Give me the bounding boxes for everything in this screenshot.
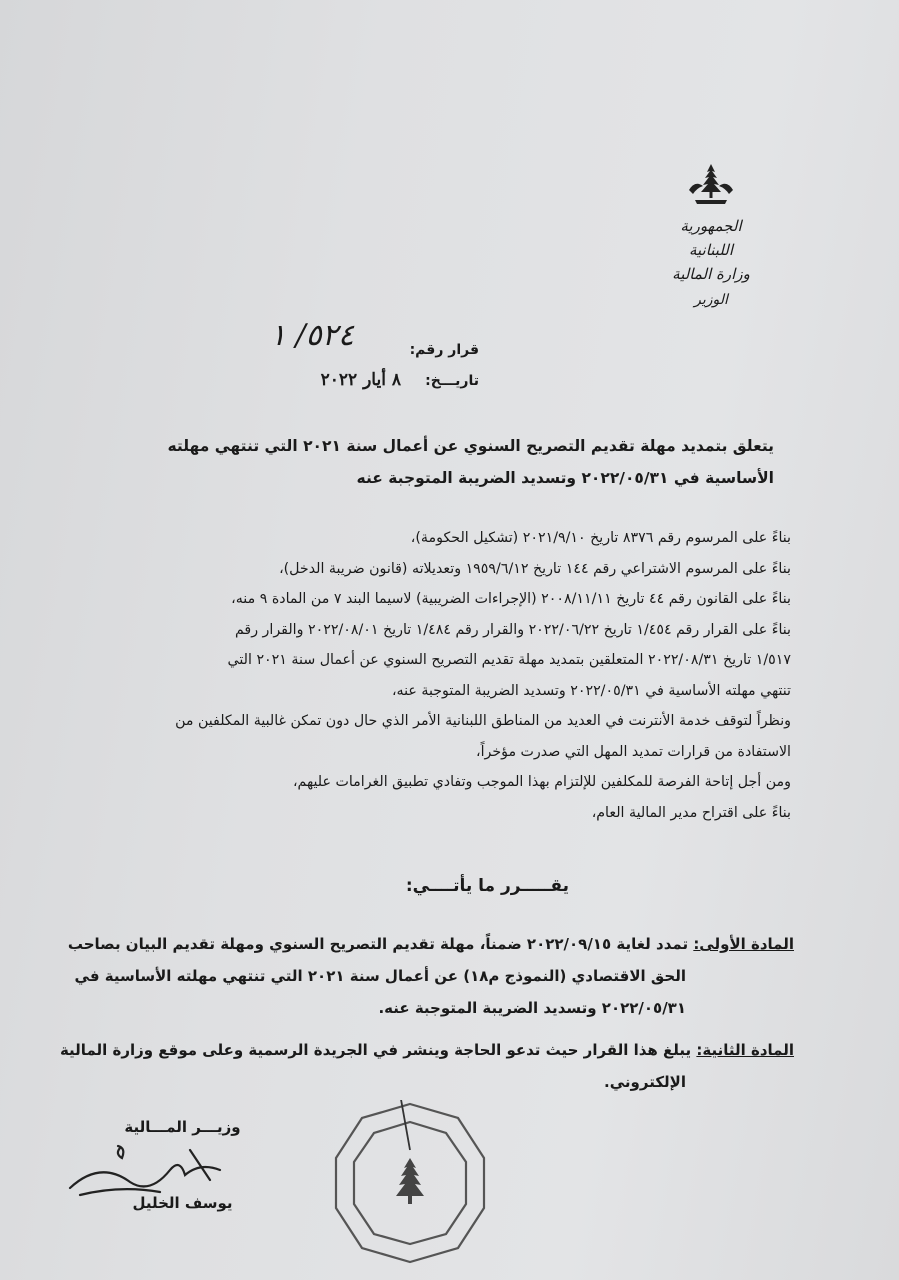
handwritten-signature-icon bbox=[60, 1140, 240, 1210]
preamble-line: بناءً على القانون رقم ٤٤ تاريخ ٢٠٠٨/١١/١١ (الإجراءات الضريبية) لاسيما البند ٧ من المادة ٩ منه، bbox=[231, 591, 791, 607]
article-2 bbox=[59, 1034, 794, 1098]
preamble-line: تنتهي مهلته الأساسية في ٢٠٢٢/٠٥/٣١ وتسديد الضريبة المتوجبة عنه، bbox=[391, 682, 791, 699]
preamble-line: بناءً على المرسوم الاشتراعي رقم ١٤٤ تاريخ ١٩٥٩/٦/١٢ وتعديلاته (قانون ضريبة الدخل)، bbox=[279, 560, 791, 577]
decision-date-label: تاريـــخ: bbox=[425, 373, 479, 389]
article-1 bbox=[67, 928, 794, 1024]
decision-subject: يتعلق بتمديد مهلة تقديم التصريح السنوي عن أعمال سنة ٢٠٢١ التي تنتهي مهلته الأساسية في ٢٠٢٢/٠٥/٣١ وتسديد الضريبة المتوجبة عنه bbox=[167, 437, 774, 487]
article-2-title: المادة الثانية: bbox=[696, 1041, 794, 1059]
article-1-line: الحق الاقتصادي (النموذج م١٨) عن أعمال سنة ٢٠٢١ التي تنتهي مهلته الأساسية في bbox=[74, 967, 686, 985]
article-2-text: يبلغ هذا القرار حيث تدعو الحاجة وينشر في الجريدة الرسمية وعلى موقع وزارة المالية bbox=[59, 1041, 697, 1059]
decrees-heading: يقـــــرر ما يأتــــي: bbox=[405, 876, 569, 896]
letterhead-republic: الجمهورية اللبنانية bbox=[680, 217, 742, 259]
article-2-line: الإلكتروني. bbox=[604, 1073, 686, 1091]
letterhead-minister: الوزير bbox=[694, 292, 728, 308]
article-1-text: تمدد لغاية ٢٠٢٢/٠٩/١٥ ضمناً، مهلة تقديم التصريح السنوي ومهلة تقديم البيان بصاحب bbox=[67, 935, 694, 953]
preamble bbox=[105, 523, 791, 828]
signature-title: وزيـــر المـــالية bbox=[124, 1118, 241, 1136]
decision-date-value: ٨ أيار ٢٠٢٢ bbox=[320, 370, 401, 390]
decision-number-label: قرار رقم: bbox=[409, 342, 479, 358]
letterhead bbox=[663, 160, 759, 312]
article-1-title: المادة الأولى: bbox=[693, 935, 794, 953]
official-seal-icon bbox=[330, 1100, 490, 1265]
preamble-line: بناءً على القرار رقم ١/٤٥٤ تاريخ ٢٠٢٢/٠٦/٢٢ والقرار رقم ١/٤٨٤ تاريخ ٢٠٢٢/٠٨/٠١ والقرار رقم bbox=[234, 621, 791, 638]
preamble-line: الاستفادة من قرارات تمديد المهل التي صدرت مؤخراً، bbox=[476, 743, 791, 760]
cedar-emblem-icon bbox=[681, 160, 741, 210]
article-1-line: ٢٠٢٢/٠٥/٣١ وتسديد الضريبة المتوجبة عنه. bbox=[378, 999, 686, 1017]
preamble-line: بناءً على اقتراح مدير المالية العام، bbox=[591, 804, 791, 821]
signature-name: يوسف الخليل bbox=[132, 1194, 233, 1212]
preamble-line: ونظراً لتوقف خدمة الأنترنت في العديد من المناطق اللبنانية الأمر الذي حال دون تمكن غالبية المكلفين من bbox=[175, 713, 791, 729]
decision-number-value: ٥٢٤/ ١ bbox=[269, 318, 354, 353]
preamble-line: ومن أجل إتاحة الفرصة للمكلفين للإلتزام بهذا الموجب وتفادي تطبيق الغرامات عليهم، bbox=[292, 774, 791, 790]
letterhead-ministry: وزارة المالية bbox=[672, 265, 750, 283]
preamble-line: ١/٥١٧ تاريخ ٢٠٢٢/٠٨/٣١ المتعلقين بتمديد مهلة تقديم التصريح السنوي عن أعمال سنة ٢٠٢١ التي bbox=[227, 652, 791, 668]
preamble-line: بناءً على المرسوم رقم ٨٣٧٦ تاريخ ٢٠٢١/٩/١٠ (تشكيل الحكومة)، bbox=[410, 530, 791, 546]
